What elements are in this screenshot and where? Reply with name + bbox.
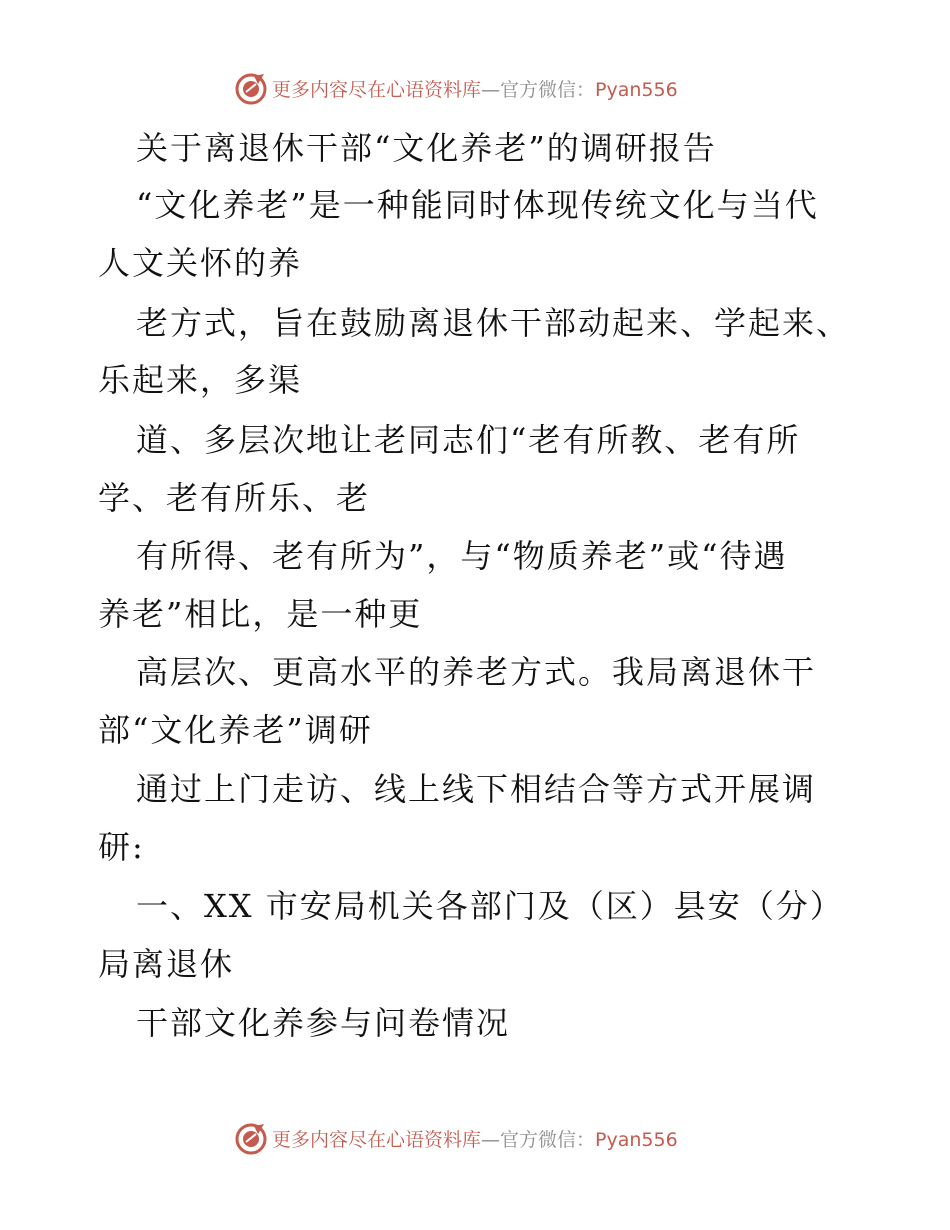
banner-wechat-label: 官方微信： xyxy=(500,79,596,101)
paragraph-line: 局离退休 xyxy=(98,945,235,983)
banner-prefix: 更多内容尽在心语资料库 xyxy=(272,79,482,101)
banner-wechat-id: Pyan556 xyxy=(595,79,678,101)
paragraph-line: 老方式，旨在鼓励离退休干部动起来、学起来、 xyxy=(136,304,851,342)
paragraph-line: 人文关怀的养 xyxy=(98,244,303,282)
paragraph-line: 乐起来，多渠 xyxy=(98,361,303,399)
banner-separator: — xyxy=(481,79,501,101)
quill-seal-icon xyxy=(234,1122,268,1156)
paragraph-line: 一、XX 市安局机关各部门及（区）县安（分） xyxy=(136,887,844,925)
paragraph-line: 部“文化养老”调研 xyxy=(98,711,373,749)
banner-text xyxy=(272,1128,678,1152)
paragraph-line: 干部文化养参与问卷情况 xyxy=(136,1004,511,1042)
footer-banner xyxy=(0,1120,950,1160)
paragraph-line: 养老”相比，是一种更 xyxy=(98,595,423,633)
banner-wechat-id: Pyan556 xyxy=(595,1129,678,1151)
paragraph-line: 有所得、老有所为”，与“物质养老”或“待遇 xyxy=(136,537,788,575)
document-title: 关于离退休干部“文化养老”的调研报告 xyxy=(136,129,717,167)
banner-separator: — xyxy=(481,1129,501,1151)
paragraph-line: 学、老有所乐、老 xyxy=(98,479,371,517)
banner-wechat-label: 官方微信： xyxy=(500,1129,596,1151)
paragraph-line: “文化养老”是一种能同时体现传统文化与当代 xyxy=(136,186,819,224)
paragraph-line: 道、多层次地让老同志们“老有所教、老有所 xyxy=(136,421,801,459)
paragraph-line: 研: xyxy=(98,828,145,866)
banner-prefix: 更多内容尽在心语资料库 xyxy=(272,1129,482,1151)
paragraph-line: 高层次、更高水平的养老方式。我局离退休干 xyxy=(136,653,817,691)
paragraph-line: 通过上门走访、线上线下相结合等方式开展调 xyxy=(136,770,817,808)
